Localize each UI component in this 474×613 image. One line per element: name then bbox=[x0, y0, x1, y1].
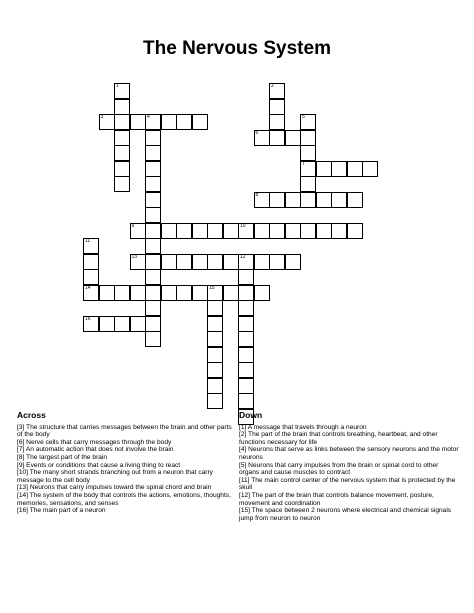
clue-item bbox=[239, 477, 459, 492]
crossword-cell[interactable] bbox=[145, 285, 161, 301]
crossword-cell[interactable] bbox=[145, 223, 161, 239]
cell-number: 4 bbox=[147, 114, 150, 120]
clue-number: [2] bbox=[239, 431, 247, 439]
clue-text: The part of the brain that controls balance movement, posture, movement and coordination bbox=[239, 491, 434, 507]
cell-number: 16 bbox=[85, 315, 91, 322]
crossword-cell[interactable] bbox=[238, 223, 254, 239]
crossword-cell[interactable] bbox=[192, 223, 208, 239]
crossword-cell[interactable] bbox=[269, 130, 285, 146]
crossword-cell[interactable] bbox=[130, 114, 146, 130]
clue-number: [16] bbox=[17, 507, 28, 515]
cell-number: 1 bbox=[116, 83, 119, 89]
crossword-cell[interactable] bbox=[254, 192, 270, 208]
crossword-cell[interactable] bbox=[207, 393, 223, 409]
crossword-cell[interactable] bbox=[223, 254, 239, 270]
crossword-cell[interactable] bbox=[83, 316, 99, 332]
crossword-cell[interactable] bbox=[99, 316, 115, 332]
clue-number: [1] bbox=[239, 423, 247, 431]
clue-text: The system of the body that controls the actions, emotions, thoughts, memories, sensations, and senses bbox=[17, 491, 231, 507]
clue-item bbox=[17, 484, 237, 492]
crossword-cell[interactable] bbox=[161, 254, 177, 270]
crossword-cell[interactable] bbox=[192, 254, 208, 270]
crossword-cell[interactable] bbox=[300, 223, 316, 239]
cell-number: 7 bbox=[302, 160, 305, 167]
down-clues bbox=[239, 412, 459, 522]
crossword-cell[interactable] bbox=[300, 130, 316, 146]
clue-text: Neurons that carry impulses from the brain or spinal cord to other organs and cause muscles to contract bbox=[239, 461, 439, 477]
crossword-cell[interactable] bbox=[331, 161, 347, 177]
cell-number: 2 bbox=[271, 83, 274, 89]
clue-text: An automatic action that does not involve the brain bbox=[24, 446, 174, 454]
crossword-cell[interactable] bbox=[238, 269, 254, 285]
crossword-cell[interactable] bbox=[130, 316, 146, 332]
crossword-cell[interactable] bbox=[300, 192, 316, 208]
crossword-cell[interactable] bbox=[238, 347, 254, 363]
clue-number: [11] bbox=[239, 476, 250, 484]
crossword-cell[interactable] bbox=[254, 285, 270, 301]
crossword-cell[interactable] bbox=[269, 114, 285, 130]
crossword-cell[interactable] bbox=[300, 114, 316, 130]
crossword-cell[interactable] bbox=[145, 207, 161, 223]
crossword-cell[interactable] bbox=[285, 223, 301, 239]
across-clue-list bbox=[17, 424, 237, 515]
clue-number: [4] bbox=[239, 446, 247, 454]
crossword-cell[interactable] bbox=[161, 223, 177, 239]
crossword-cell[interactable] bbox=[161, 285, 177, 301]
crossword-cell[interactable] bbox=[145, 161, 161, 177]
cell-number: 6 bbox=[255, 129, 259, 136]
crossword-cell[interactable] bbox=[300, 145, 316, 161]
crossword-cell[interactable] bbox=[99, 285, 115, 301]
clue-item bbox=[17, 446, 237, 454]
clue-number: [10] bbox=[17, 469, 28, 477]
down-clue-list bbox=[239, 424, 459, 523]
crossword-cell[interactable] bbox=[114, 316, 130, 332]
crossword-cell[interactable] bbox=[114, 161, 130, 177]
cell-number: 15 bbox=[209, 284, 215, 291]
crossword-cell[interactable] bbox=[207, 362, 223, 378]
clue-number: [6] bbox=[17, 438, 25, 446]
crossword-cell[interactable] bbox=[238, 300, 254, 316]
crossword-cell[interactable] bbox=[114, 130, 130, 146]
crossword-cell[interactable] bbox=[114, 99, 130, 115]
crossword-cell[interactable] bbox=[331, 223, 347, 239]
crossword-cell[interactable] bbox=[145, 130, 161, 146]
clue-item bbox=[239, 507, 459, 522]
crossword-cell[interactable] bbox=[238, 254, 254, 270]
crossword-cell[interactable] bbox=[269, 83, 285, 99]
clue-text: The structure that carries messages between the brain and other parts of the body bbox=[17, 423, 232, 439]
crossword-cell[interactable] bbox=[285, 192, 301, 208]
crossword-cell[interactable] bbox=[207, 254, 223, 270]
crossword-cell[interactable] bbox=[176, 254, 192, 270]
crossword-cell[interactable] bbox=[176, 114, 192, 130]
crossword-cell[interactable] bbox=[207, 300, 223, 316]
crossword-cell[interactable] bbox=[316, 223, 332, 239]
crossword-cell[interactable] bbox=[269, 99, 285, 115]
clue-number: [3] bbox=[17, 423, 25, 431]
cell-number: 3 bbox=[100, 114, 104, 120]
cell-number: 13 bbox=[131, 253, 138, 260]
crossword-cell[interactable] bbox=[114, 114, 130, 130]
clue-number: [15] bbox=[239, 507, 250, 515]
crossword-cell[interactable] bbox=[238, 285, 254, 301]
crossword-cell[interactable] bbox=[83, 285, 99, 301]
crossword-cell[interactable] bbox=[207, 347, 223, 363]
crossword-cell[interactable] bbox=[114, 145, 130, 161]
crossword-cell[interactable] bbox=[145, 254, 161, 270]
clue-text: The part of the brain that controls breathing, heartbeat, and other functions necessary for life bbox=[239, 431, 438, 446]
across-heading: Across bbox=[17, 410, 46, 420]
crossword-cell[interactable] bbox=[207, 316, 223, 332]
clue-item bbox=[239, 492, 459, 507]
crossword-cell[interactable] bbox=[254, 130, 270, 146]
crossword-cell[interactable] bbox=[83, 254, 99, 270]
crossword-cell[interactable] bbox=[145, 176, 161, 192]
crossword-cell[interactable] bbox=[254, 254, 270, 270]
clue-item bbox=[239, 462, 459, 477]
cell-number: 8 bbox=[255, 191, 259, 198]
crossword-cell[interactable] bbox=[238, 362, 254, 378]
crossword-cell[interactable] bbox=[145, 145, 161, 161]
clue-item bbox=[17, 454, 237, 462]
crossword-cell[interactable] bbox=[130, 223, 146, 239]
cell-number: 5 bbox=[302, 114, 305, 120]
crossword-cell[interactable] bbox=[130, 254, 146, 270]
crossword-cell[interactable] bbox=[223, 223, 239, 239]
crossword-cell[interactable] bbox=[254, 223, 270, 239]
crossword-cell[interactable] bbox=[176, 223, 192, 239]
cell-number: 11 bbox=[85, 238, 91, 244]
crossword-cell[interactable] bbox=[130, 285, 146, 301]
crossword-cell[interactable] bbox=[145, 114, 161, 130]
cell-number: 12 bbox=[240, 253, 246, 260]
crossword-cell[interactable] bbox=[83, 238, 99, 254]
clue-text: The many short strands branching out from a neuron that carry message to the cell body bbox=[17, 469, 213, 484]
clue-number: [5] bbox=[239, 461, 247, 469]
down-heading: Down bbox=[239, 410, 263, 420]
clue-item bbox=[17, 462, 237, 470]
clue-text: Nerve cells that carry messages through the body bbox=[24, 438, 172, 446]
clue-text: Neurons that carry impulses toward the spinal chord and brain bbox=[28, 484, 212, 492]
crossword-cell[interactable] bbox=[207, 223, 223, 239]
crossword-cell[interactable] bbox=[238, 331, 254, 347]
clue-item bbox=[239, 446, 459, 461]
crossword-cell[interactable] bbox=[269, 192, 285, 208]
crossword-cell[interactable] bbox=[207, 285, 223, 301]
clue-item bbox=[17, 424, 237, 439]
crossword-cell[interactable] bbox=[238, 316, 254, 332]
clue-number: [12] bbox=[239, 491, 250, 499]
clue-text: The main part of a neuron bbox=[28, 507, 106, 515]
clue-text: The largest part of the brain bbox=[24, 453, 108, 461]
crossword-cell[interactable] bbox=[238, 393, 254, 409]
crossword-cell[interactable] bbox=[347, 192, 363, 208]
clue-item bbox=[17, 469, 237, 484]
crossword-cell[interactable] bbox=[300, 176, 316, 192]
crossword-cell[interactable] bbox=[300, 161, 316, 177]
crossword-cell[interactable] bbox=[99, 114, 115, 130]
clue-item bbox=[239, 424, 459, 432]
crossword-cell[interactable] bbox=[207, 378, 223, 394]
crossword-cell[interactable] bbox=[145, 269, 161, 285]
crossword-cell[interactable] bbox=[269, 223, 285, 239]
crossword-cell[interactable] bbox=[161, 114, 177, 130]
crossword-cell[interactable] bbox=[192, 285, 208, 301]
crossword-cell[interactable] bbox=[331, 192, 347, 208]
crossword-cell[interactable] bbox=[83, 269, 99, 285]
crossword-cell[interactable] bbox=[176, 285, 192, 301]
cell-number: 9 bbox=[131, 222, 135, 229]
clue-number: [13] bbox=[17, 484, 28, 492]
clue-text: A message that travels through a neuron bbox=[246, 423, 367, 431]
crossword-cell[interactable] bbox=[192, 114, 208, 130]
crossword-cell[interactable] bbox=[207, 331, 223, 347]
clue-text: The main control center of the nervous system that is protected by the skull bbox=[239, 476, 456, 492]
crossword-cell[interactable] bbox=[347, 223, 363, 239]
clue-number: [8] bbox=[17, 453, 25, 461]
clue-number: [9] bbox=[17, 461, 25, 469]
page-title: The Nervous System bbox=[143, 38, 331, 59]
crossword-cell[interactable] bbox=[285, 254, 301, 270]
clue-item bbox=[17, 507, 237, 515]
clue-text: Neurons that serve as links between the sensory neurons and the motor neurons bbox=[239, 446, 459, 461]
crossword-cell[interactable] bbox=[285, 130, 301, 146]
crossword-cell[interactable] bbox=[114, 83, 130, 99]
crossword-cell[interactable] bbox=[114, 285, 130, 301]
clue-text: The space between 2 neurons where electrical and chemical signals jump from neuron to neuron bbox=[239, 507, 452, 522]
cell-number: 10 bbox=[240, 222, 246, 229]
crossword-cell[interactable] bbox=[362, 161, 378, 177]
crossword-cell[interactable] bbox=[145, 300, 161, 316]
crossword-cell[interactable] bbox=[145, 238, 161, 254]
clue-number: [7] bbox=[17, 446, 25, 454]
crossword-cell[interactable] bbox=[223, 285, 239, 301]
crossword-cell[interactable] bbox=[145, 331, 161, 347]
crossword-cell[interactable] bbox=[347, 161, 363, 177]
crossword-cell[interactable] bbox=[145, 316, 161, 332]
clue-item bbox=[17, 492, 237, 507]
crossword-cell[interactable] bbox=[145, 192, 161, 208]
crossword-cell[interactable] bbox=[114, 176, 130, 192]
clue-item bbox=[17, 439, 237, 447]
clue-item bbox=[239, 431, 459, 446]
crossword-cell[interactable] bbox=[269, 254, 285, 270]
crossword-cell[interactable] bbox=[316, 161, 332, 177]
crossword-cell[interactable] bbox=[238, 378, 254, 394]
across-clues bbox=[17, 412, 237, 515]
clue-text: Events or conditions that cause a living thing to react bbox=[24, 461, 181, 469]
clue-number: [14] bbox=[17, 491, 28, 499]
crossword-cell[interactable] bbox=[316, 192, 332, 208]
cell-number: 14 bbox=[85, 284, 91, 291]
